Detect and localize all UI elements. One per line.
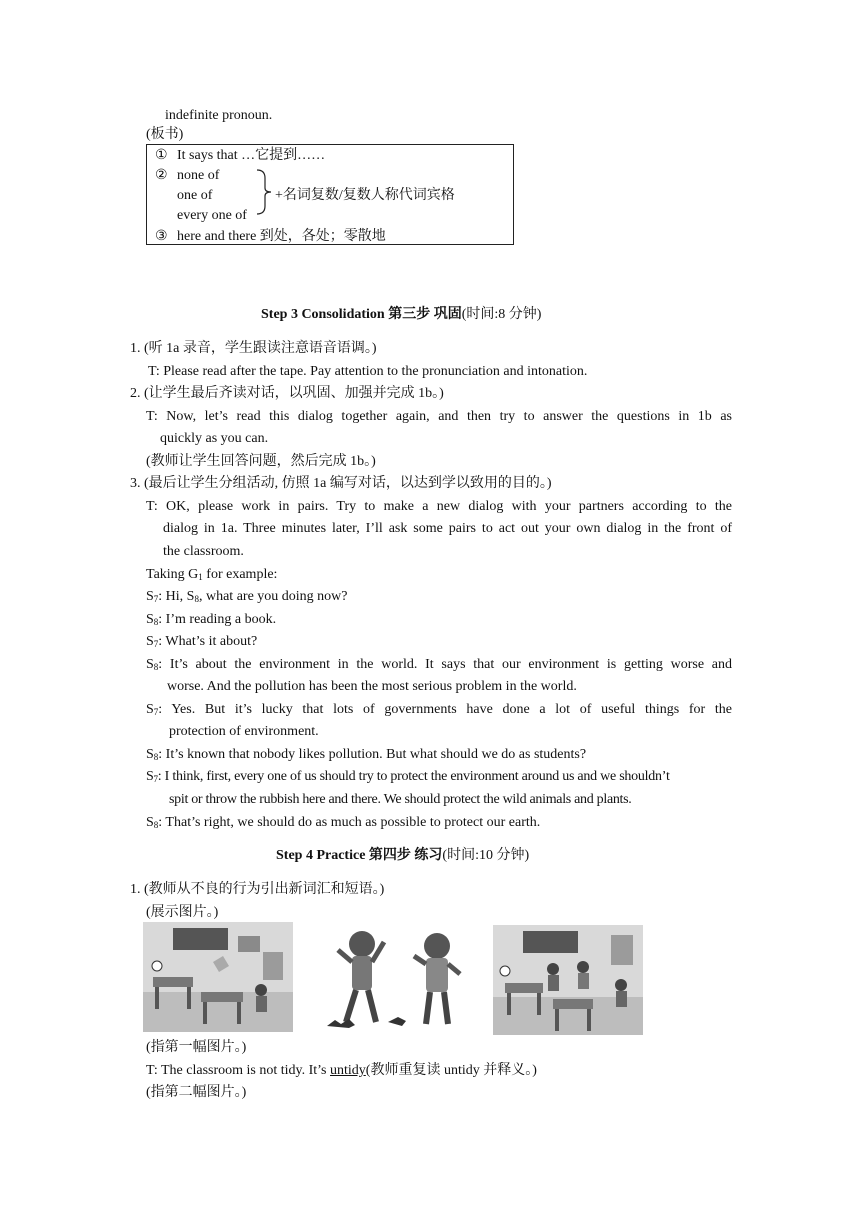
text-line: 1. (教师从不良的行为引出新词汇和短语。)	[130, 882, 385, 897]
text-line: (展示图片。)	[146, 905, 219, 920]
subscript: 7	[153, 707, 159, 717]
text-span: (教师重复读 untidy 并释义。)	[365, 1063, 537, 1078]
subscript: 8	[153, 820, 159, 830]
text-line: T: Now, let’s read this dialog together again, and then try to answer the questions in 1b as	[146, 409, 732, 424]
board-item-2b: one of	[177, 188, 213, 203]
dialog-line: $S_7$: Hi, $S_8$, what are you doing now?	[146, 589, 348, 604]
text-span: : It’s about the environment in the world. It says that our environment is getting worse and	[158, 657, 732, 672]
text-line: 1. (听 1a 录音，学生跟读注意语音语调。)	[130, 341, 377, 356]
subscript: 7	[153, 774, 158, 784]
text-span: : I think, first, every one of us should try to protect the environment around us and we shouldn’t	[157, 769, 670, 784]
dialog-line: $S_8$: That’s right, we should do as much as possible to protect our earth.	[146, 815, 541, 830]
step4-time: (时间:10 分钟)	[442, 848, 530, 863]
subscript: 8	[153, 617, 159, 627]
subscript: 8	[194, 594, 199, 604]
board-item-1: It says that …它提到……	[177, 148, 326, 163]
dialog-line: $S_8$: It’s known that nobody likes pollution. But what should we do as students?	[146, 747, 587, 762]
underlined-word: untidy	[330, 1063, 366, 1078]
text-span: for example:	[202, 567, 278, 582]
dialog-line: spit or throw the rubbish here and there. We should protect the wild animals and plants.	[169, 792, 632, 807]
text-line	[146, 1062, 537, 1080]
text-line: (指第二幅图片。)	[146, 1085, 247, 1100]
board-num-3: ③	[155, 229, 168, 244]
text-line: (指第一幅图片。)	[146, 1040, 247, 1055]
text-line: T: Please read after the tape. Pay attention to the pronunciation and intonation.	[148, 364, 588, 379]
dialog-line: worse. And the pollution has been the most serious problem in the world.	[167, 679, 577, 694]
subscript: 1	[198, 572, 203, 582]
dialog-line: $S_7$: Yes. But it’s lucky that lots of governments have done a lot of useful things for the	[146, 702, 732, 717]
dialog-line: $S_7$: I think, first, every one of us should try to protect the environment around us and we shouldn’t	[146, 769, 670, 784]
dialog-line: $S_8$: It’s about the environment in the world. It says that our environment is getting worse and	[146, 657, 732, 672]
step4-heading	[276, 847, 529, 865]
text-line: T: OK, please work in pairs. Try to make a new dialog with your partners according to the	[146, 499, 732, 514]
boys-littering-image	[322, 922, 472, 1030]
dialog-line: $S_7$: What’s it about?	[146, 634, 258, 649]
messy-classroom-image	[143, 922, 293, 1032]
text-span: : I’m reading a book.	[158, 612, 277, 627]
text-line: the classroom.	[163, 544, 244, 559]
board-label: (板书)	[146, 127, 184, 142]
text-span: , what are you doing now?	[198, 589, 348, 604]
board-item-3: here and there 到处，各处；零散地	[177, 229, 386, 244]
dialog-line: protection of environment.	[169, 724, 319, 739]
subscript: 8	[153, 662, 159, 672]
subscript: 8	[153, 752, 159, 762]
board-item-2c: every one of	[177, 208, 247, 223]
classroom-students-image	[493, 925, 643, 1035]
text-span: : What’s it about?	[158, 634, 258, 649]
text-span: Taking G	[146, 567, 199, 582]
text-span: : It’s known that nobody likes pollution. But what should we do as students?	[158, 747, 587, 762]
board-num-1: ①	[155, 148, 168, 163]
board-num-2: ②	[155, 168, 168, 183]
text-line: dialog in 1a. Three minutes later, I’ll ask some pairs to act out your own dialog in the front of	[163, 521, 732, 536]
brace-icon	[255, 168, 275, 216]
subscript: 7	[153, 594, 159, 604]
text-span: T: The classroom is not tidy. It’s	[146, 1063, 331, 1078]
text-line: (教师让学生回答问题，然后完成 1b。)	[146, 454, 376, 469]
text-line: quickly as you can.	[160, 431, 269, 446]
step4-title: Step 4 Practice 第四步 练习	[276, 848, 443, 863]
text-span: : Yes. But it’s lucky that lots of governments have done a lot of useful things for the	[158, 702, 732, 717]
board-item-2a: none of	[177, 168, 220, 183]
step3-title: Step 3 Consolidation 第三步 巩固	[261, 307, 462, 322]
text-line: 3. (最后让学生分组活动, 仿照 1a 编写对话，以达到学以致用的目的。)	[130, 476, 552, 491]
board-item-2-note: +名词复数/复数人称代词宾格	[275, 188, 455, 203]
subscript: 7	[153, 639, 159, 649]
step3-heading	[261, 306, 541, 324]
text-span: : That’s right, we should do as much as possible to protect our earth.	[158, 815, 541, 830]
dialog-line: $S_8$: I’m reading a book.	[146, 612, 277, 627]
text-line: indefinite pronoun.	[165, 108, 273, 123]
text-line	[146, 566, 277, 584]
text-span: : Hi, S	[158, 589, 195, 604]
step3-time: (时间:8 分钟)	[461, 307, 542, 322]
text-line: 2. (让学生最后齐读对话，以巩固、加强并完成 1b。)	[130, 386, 444, 401]
